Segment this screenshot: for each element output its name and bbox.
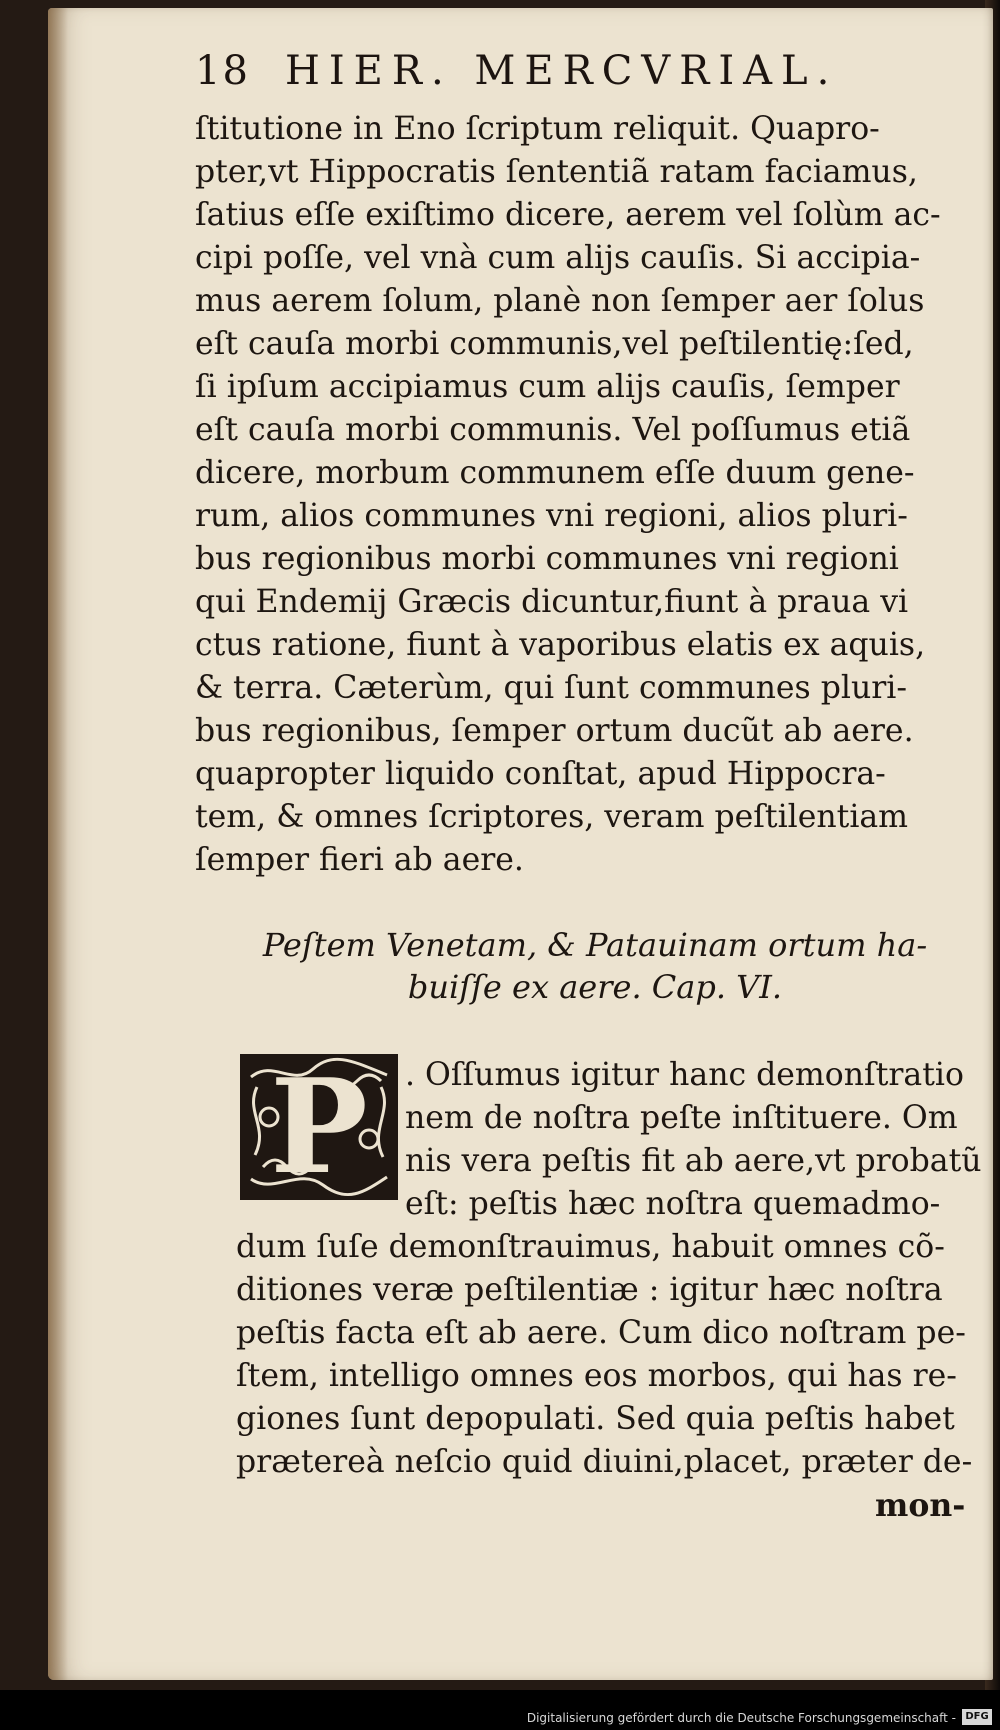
text-line: nem de noſtra peſte inſtituere. Om xyxy=(405,1100,958,1136)
text-line: prætereà neſcio quid diuini,placet, præter de- xyxy=(236,1444,973,1480)
text-line: tem, & omnes ſcriptores, veram peſtilentiam xyxy=(195,799,909,835)
text-line: dum ſuſe demonſtrauimus, habuit omnes cõ- xyxy=(236,1229,945,1265)
text-line: ſatius eſſe exiſtimo dicere, aerem vel ſolùm ac- xyxy=(195,197,941,233)
text-line: bus regionibus morbi communes vni regioni xyxy=(195,541,899,577)
dfg-logo-icon: DFG xyxy=(962,1709,992,1725)
paragraph-1 xyxy=(195,108,995,882)
text-line: ditiones veræ peſtilentiæ : igitur hæc noſtra xyxy=(236,1272,943,1308)
text-line: ſtitutione in Eno ſcriptum reliquit. Quapro- xyxy=(195,111,880,147)
text-line: qui Endemij Græcis dicuntur,fiunt à praua vi xyxy=(195,584,909,620)
paragraph-2 xyxy=(236,1226,996,1484)
text-line: ſemper fieri ab aere. xyxy=(195,842,524,878)
running-header xyxy=(195,48,915,104)
text-line: mus aerem ſolum, planè non ſemper aer ſolus xyxy=(195,283,925,319)
text-line: eſt cauſa morbi communis,vel peſtilentię:ſed, xyxy=(195,326,914,362)
text-line: giones ſunt depopulati. Sed quia peſtis habet xyxy=(236,1401,955,1437)
heading-line: Peſtem Venetam, & Patauinam ortum ha- xyxy=(262,926,928,964)
text-line: eſt: peſtis hæc noſtra quemadmo- xyxy=(405,1186,941,1222)
text-line: ſtem, intelligo omnes eos morbos, qui has re- xyxy=(236,1358,957,1394)
text-line: nis vera peſtis fit ab aere,vt probatũ xyxy=(405,1143,982,1179)
text-line: ctus ratione, fiunt à vaporibus elatis ex aquis, xyxy=(195,627,926,663)
chapter-heading xyxy=(195,924,995,1008)
digitization-credit: Digitalisierung gefördert durch die Deutsche Forschungsgemeinschaft - xyxy=(526,1711,956,1725)
catchword: mon- xyxy=(875,1487,966,1524)
text-line: bus regionibus, ſemper ortum ducũt ab aere. xyxy=(195,713,914,749)
text-line: . Oſſumus igitur hanc demonſtratio xyxy=(405,1057,964,1093)
paragraph-2-indented xyxy=(405,1054,995,1226)
text-line: quapropter liquido conſtat, apud Hippocra- xyxy=(195,756,886,792)
text-line: rum, alios communes vni regioni, alios pluri- xyxy=(195,498,908,534)
text-line: & terra. Cæterùm, qui ſunt communes pluri- xyxy=(195,670,908,706)
text-line: ſi ipſum accipiamus cum alijs cauſis, ſemper xyxy=(195,369,900,405)
decorated-initial-icon xyxy=(240,1054,398,1200)
page-number: 18 xyxy=(195,48,250,94)
spine-shadow xyxy=(48,8,68,1680)
initial-letter: P xyxy=(270,1054,368,1200)
text-line: pter,vt Hippocratis ſententiã ratam faciamus, xyxy=(195,154,918,190)
text-line: cipi poſſe, vel vnà cum alijs cauſis. Si accipia- xyxy=(195,240,921,276)
text-line: dicere, morbum communem eſſe duum gene- xyxy=(195,455,915,491)
running-title: HIER. MERCVRIAL. xyxy=(285,48,839,94)
heading-line: buiſſe ex aere. Cap. VI. xyxy=(407,968,783,1006)
text-line: peſtis facta eſt ab aere. Cum dico noſtram pe- xyxy=(236,1315,966,1351)
text-line: eſt cauſa morbi communis. Vel poſſumus etiã xyxy=(195,412,911,448)
